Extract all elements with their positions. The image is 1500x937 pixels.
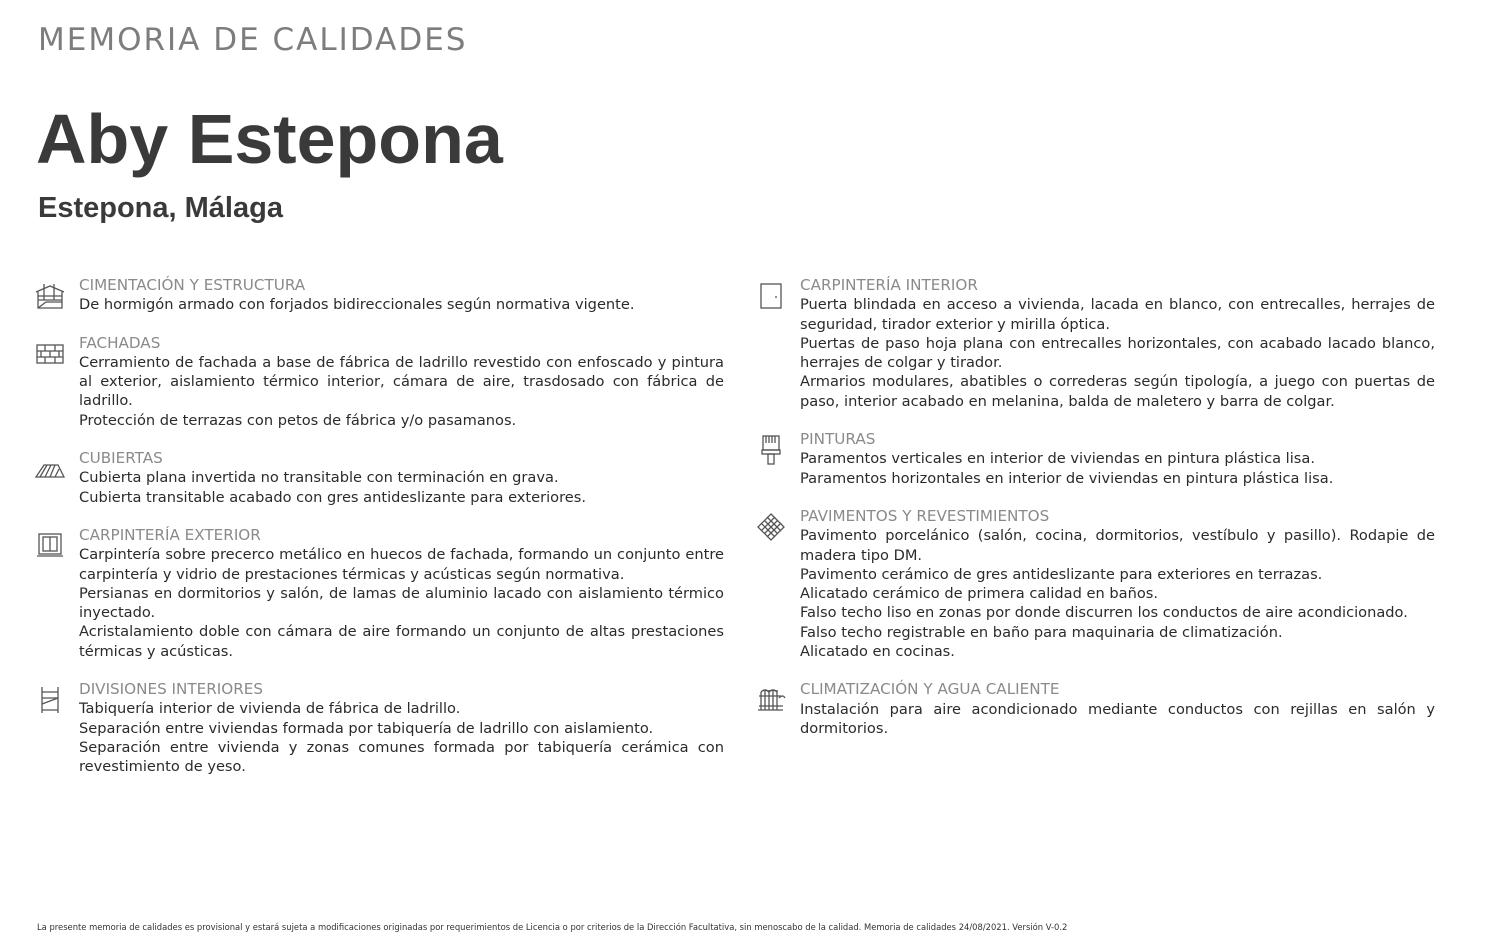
section-cimentacion-y-estructura bbox=[34, 276, 724, 315]
section-climatizacion-y-agua-caliente bbox=[755, 680, 1435, 738]
document-kicker: MEMORIA DE CALIDADES bbox=[38, 22, 468, 58]
roof-icon bbox=[34, 453, 66, 485]
section-title: DIVISIONES INTERIORES bbox=[79, 680, 264, 699]
section-paragraph: Puerta blindada en acceso a vivienda, lacada en blanco, con entrecalles, herrajes de seguridad, tirador exterior y mirilla óptica. bbox=[800, 296, 1435, 333]
section-paragraph: Alicatado en cocinas. bbox=[800, 643, 955, 661]
radiator-icon bbox=[755, 684, 787, 716]
section-body bbox=[800, 700, 1435, 739]
door-icon bbox=[755, 280, 787, 312]
section-pinturas bbox=[755, 430, 1435, 488]
section-body bbox=[79, 468, 724, 507]
section-body bbox=[79, 353, 724, 430]
section-paragraph: Pavimento porcelánico (salón, cocina, dormitorios, vestíbulo y pasillo). Rodapie de madera tipo DM. bbox=[800, 527, 1435, 564]
section-body bbox=[79, 699, 724, 776]
footer-disclaimer: La presente memoria de calidades es provisional y estará sujeta a modificaciones originadas por requerimientos de Licencia o por criterios de la Dirección Facultativa, sin menoscabo de la calidad. Memoria de calidades 24/08/2021. Versión V-0.2 bbox=[37, 922, 1068, 932]
page-subtitle: Estepona, Málaga bbox=[38, 192, 283, 224]
section-paragraph: Separación entre viviendas formada por tabiquería de ladrillo con aislamiento. bbox=[79, 719, 654, 737]
section-title: CARPINTERÍA EXTERIOR bbox=[79, 525, 261, 544]
section-divisiones-interiores bbox=[34, 680, 724, 776]
left-column bbox=[34, 276, 724, 796]
section-paragraph: Carpintería sobre precerco metálico en huecos de fachada, formando un conjunto entre carpintería y vidrio de prestaciones térmicas y acústicas según normativa. bbox=[79, 546, 724, 583]
section-carpinteria-exterior bbox=[34, 526, 724, 661]
section-title: PAVIMENTOS Y REVESTIMIENTOS bbox=[800, 506, 1050, 525]
section-paragraph: De hormigón armado con forjados bidireccionales según normativa vigente. bbox=[79, 296, 635, 314]
section-title: CUBIERTAS bbox=[79, 449, 163, 468]
section-fachadas bbox=[34, 334, 724, 430]
section-cubiertas bbox=[34, 449, 724, 507]
paint-brush-icon bbox=[755, 434, 787, 466]
section-paragraph: Alicatado cerámico de primera calidad en baños. bbox=[800, 585, 1159, 603]
section-title: CARPINTERÍA INTERIOR bbox=[800, 276, 978, 294]
partition-wall-icon bbox=[34, 684, 66, 716]
section-body bbox=[79, 295, 724, 314]
section-title: CIMENTACIÓN Y ESTRUCTURA bbox=[79, 276, 306, 294]
section-carpinteria-interior bbox=[755, 276, 1435, 411]
section-paragraph: Protección de terrazas con petos de fábrica y/o pasamanos. bbox=[79, 411, 517, 429]
brick-wall-icon bbox=[34, 338, 66, 370]
right-column bbox=[755, 276, 1435, 757]
section-body bbox=[800, 295, 1435, 411]
section-title: CLIMATIZACIÓN Y AGUA CALIENTE bbox=[800, 680, 1060, 699]
section-paragraph: Cubierta transitable acabado con gres antideslizante para exteriores. bbox=[79, 488, 587, 506]
section-paragraph: Armarios modulares, abatibles o correderas según tipología, a juego con puertas de paso, interior acabado en melanina, balda de maletero y barra de colgar. bbox=[800, 373, 1435, 410]
section-paragraph: Separación entre vivienda y zonas comunes formada por tabiquería cerámica con revestimiento de yeso. bbox=[79, 738, 724, 776]
page-title: Aby Estepona bbox=[36, 100, 503, 178]
section-body bbox=[800, 526, 1435, 661]
section-paragraph: Tabiquería interior de vivienda de fábrica de ladrillo. bbox=[79, 700, 461, 718]
section-paragraph: Pavimento cerámico de gres antideslizante para exteriores en terrazas. bbox=[800, 565, 1323, 583]
section-body bbox=[800, 449, 1435, 488]
section-paragraph: Acristalamiento doble con cámara de aire formando un conjunto de altas prestaciones térmicas y acústicas. bbox=[79, 623, 724, 660]
structure-icon bbox=[34, 280, 66, 312]
window-icon bbox=[34, 530, 66, 562]
section-paragraph: Paramentos horizontales en interior de viviendas en pintura plástica lisa. bbox=[800, 469, 1334, 487]
section-pavimentos-y-revestimientos bbox=[755, 507, 1435, 661]
section-title: PINTURAS bbox=[800, 430, 876, 449]
section-paragraph: Falso techo registrable en baño para maquinaria de climatización. bbox=[800, 623, 1283, 641]
section-paragraph: Puertas de paso hoja plana con entrecalles horizontales, con acabado lacado blanco, herrajes de colgar y tirador. bbox=[800, 334, 1435, 372]
floor-tile-icon bbox=[755, 511, 787, 543]
section-paragraph: Paramentos verticales en interior de viviendas en pintura plástica lisa. bbox=[800, 450, 1315, 468]
section-paragraph: Cerramiento de fachada a base de fábrica de ladrillo revestido con enfoscado y pintura al exterior, aislamiento térmico interior, cámara de aire, trasdosado con fábrica de ladrillo. bbox=[79, 353, 724, 410]
section-title: FACHADAS bbox=[79, 333, 161, 352]
section-paragraph: Persianas en dormitorios y salón, de lamas de aluminio lacado con aislamiento térmico inyectado. bbox=[79, 584, 724, 622]
section-paragraph: Cubierta plana invertida no transitable con terminación en grava. bbox=[79, 469, 559, 487]
section-paragraph: Falso techo liso en zonas por donde discurren los conductos de aire acondicionado. bbox=[800, 604, 1408, 622]
section-body bbox=[79, 545, 724, 661]
section-paragraph: Instalación para aire acondicionado mediante conductos con rejillas en salón y dormitorios. bbox=[800, 700, 1435, 737]
